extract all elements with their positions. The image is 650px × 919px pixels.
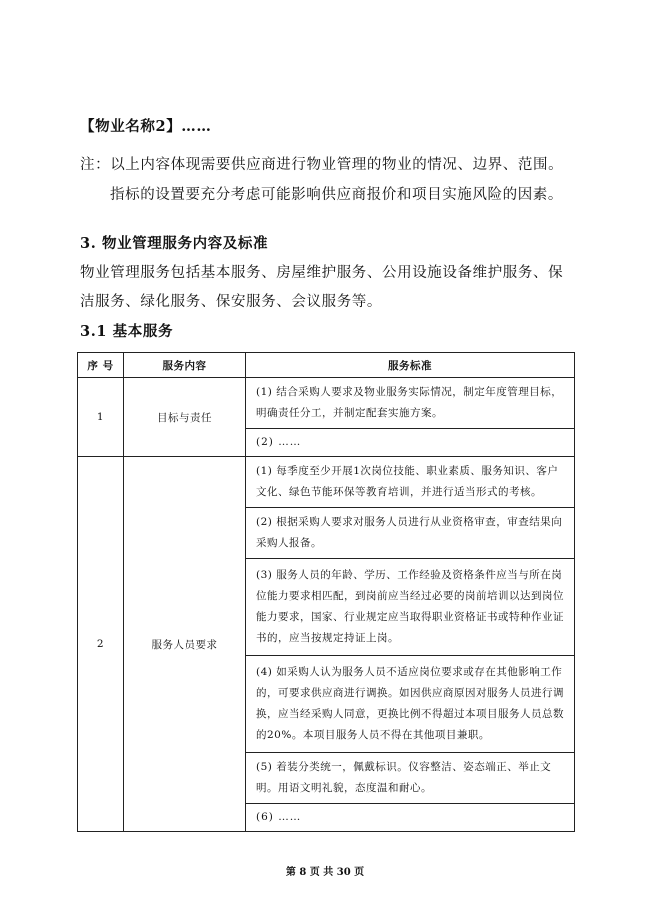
note-line-1: 注：以上内容体现需要供应商进行物业管理的物业的情况、边界、范围。 [80,157,564,173]
standard-cell: (1) 每季度至少开展1次岗位技能、职业素质、服务知识、客户文化、绿色节能环保等教育培训，并进行适当形式的考核。 [246,457,575,508]
section-3-heading: 3. 物业管理服务内容及标准 [80,235,269,252]
table-row [78,378,575,429]
section-3-paragraph-line-2: 洁服务、绿化服务、保安服务、会议服务等。 [80,294,382,310]
note-line-2: 指标的设置要充分考虑可能影响供应商报价和项目实施风险的因素。 [110,187,563,203]
table-row [78,457,575,508]
header-service-standard: 服务标准 [246,353,575,378]
section-3-1-heading: 3.1 基本服务 [80,323,174,340]
standard-cell: (3) 服务人员的年龄、学历、工作经验及资格条件应当与所在岗位能力要求相匹配，到岗前应当经过必要的岗前培训以达到岗位能力要求，国家、行业规定应当取得职业资格证书或特种作业证书的，应当按规定持证上岗。 [246,559,575,656]
section-3-paragraph-line-1: 物业管理服务包括基本服务、房屋维护服务、公用设施设备维护服务、保 [80,265,564,281]
header-number: 序 号 [78,353,124,378]
standard-cell: (4) 如采购人认为服务人员不适应岗位要求或存在其他影响工作的，可要求供应商进行调换。如因供应商原因对服务人员进行调换，应当经采购人同意，更换比例不得超过本项目服务人员总数的20%。本项目服务人员不得在其他项目兼职。 [246,656,575,753]
basic-services-table [77,352,575,832]
header-service-content: 服务内容 [124,353,246,378]
row-number: 1 [78,378,124,457]
standard-cell: (1) 结合采购人要求及物业服务实际情况，制定年度管理目标，明确责任分工，并制定配套实施方案。 [246,378,575,429]
standard-cell: (6) …… [246,804,575,832]
property-name-heading: 【物业名称2】…… [80,118,212,135]
standard-cell: (2) …… [246,429,575,457]
standard-cell: (2) 根据采购人要求对服务人员进行从业资格审查，审查结果向采购人报备。 [246,508,575,559]
table-header-row [78,353,575,378]
row-service-content: 服务人员要求 [124,457,246,832]
page-footer: 第 8 页 共 30 页 [285,867,365,878]
row-service-content: 目标与责任 [124,378,246,457]
standard-cell: (5) 着装分类统一，佩戴标识。仪容整洁、姿态端正、举止文明。用语文明礼貌，态度温和耐心。 [246,753,575,804]
row-number: 2 [78,457,124,832]
